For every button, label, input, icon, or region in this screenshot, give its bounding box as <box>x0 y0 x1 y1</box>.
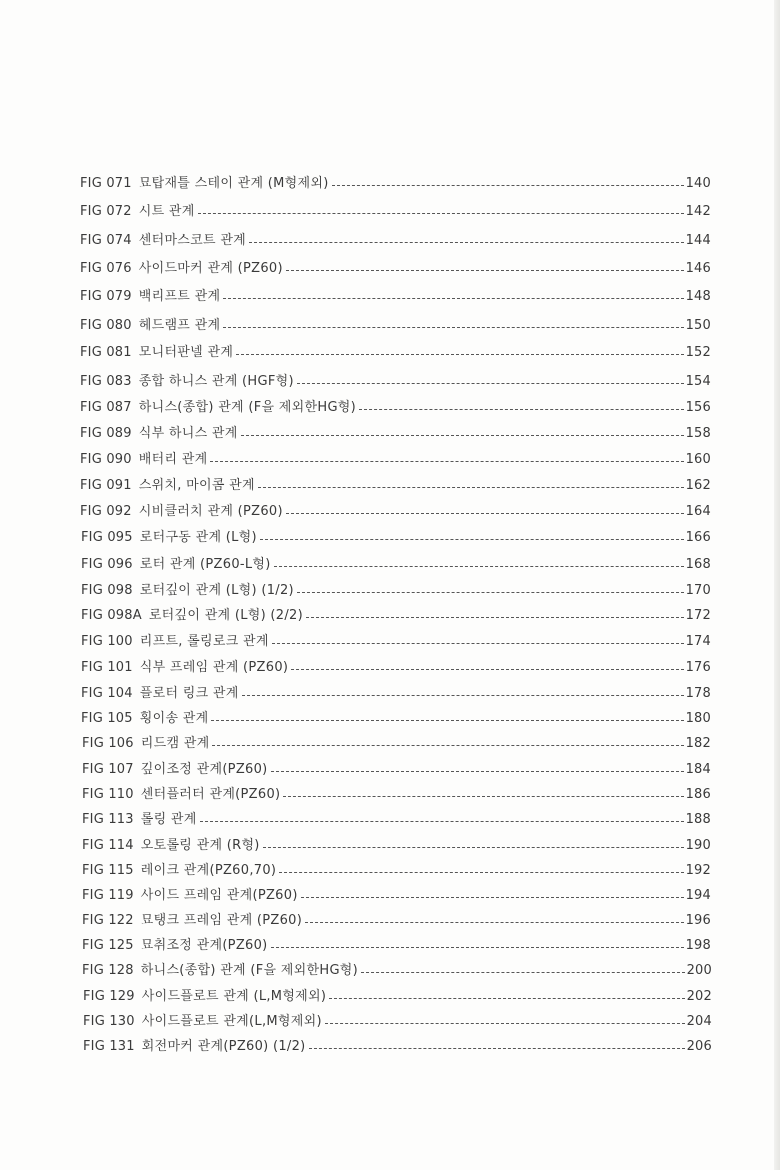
toc-dash-leader <box>223 327 683 328</box>
toc-entry <box>82 735 711 753</box>
toc-page-number: 196 <box>685 913 711 928</box>
toc-entry-title: 깊이조정 관계(PZ60) <box>140 762 268 777</box>
toc-dash-leader <box>249 242 684 243</box>
toc-entry <box>80 373 711 391</box>
toc-entry <box>81 633 711 651</box>
toc-entry <box>82 837 711 855</box>
toc-entry-title: 하니스(종합) 관계 (F을 제외한HG형) <box>140 963 359 978</box>
toc-entry <box>81 529 711 547</box>
toc-entry-title: 센터마스코트 관계 <box>138 233 247 248</box>
toc-entry <box>80 317 711 335</box>
toc-page-number: 194 <box>685 888 711 903</box>
toc-page-number: 188 <box>685 812 711 827</box>
toc-entry-title: 식부 하니스 관계 <box>138 426 238 441</box>
toc-entry-title: 묘탑재틀 스테이 관계 (M형제외) <box>138 176 329 191</box>
toc-figure-code: FIG 125 <box>82 938 134 953</box>
toc-entry-title: 롤링 관계 <box>140 812 197 827</box>
toc-dash-leader <box>260 539 684 540</box>
toc-dash-leader <box>332 185 684 186</box>
toc-entry <box>81 685 711 703</box>
toc-entry-title: 로터깊이 관계 (L형) (2/2) <box>148 608 303 623</box>
toc-dash-leader <box>306 617 684 618</box>
toc-page-number: 148 <box>685 289 711 304</box>
toc-page-number: 160 <box>685 452 711 467</box>
toc-entry <box>83 988 712 1006</box>
toc-entry <box>82 912 711 930</box>
toc-dash-leader <box>361 972 685 973</box>
toc-entry <box>82 811 711 829</box>
toc-dash-leader <box>198 213 684 214</box>
toc-entry-title: 시비클러치 관계 (PZ60) <box>138 504 283 519</box>
toc-figure-code: FIG 122 <box>82 913 134 928</box>
toc-dash-leader <box>297 592 684 593</box>
toc-entry <box>82 862 711 880</box>
toc-entry-title: 백리프트 관계 <box>138 289 221 304</box>
toc-page-number: 182 <box>685 736 711 751</box>
toc-entry-title: 로터 관계 (PZ60-L형) <box>139 557 271 572</box>
toc-figure-code: FIG 130 <box>83 1014 135 1029</box>
toc-dash-leader <box>297 383 684 384</box>
toc-entry <box>81 556 711 574</box>
toc-figure-code: FIG 081 <box>80 345 132 360</box>
toc-entry-title: 횡이송 관계 <box>139 711 209 726</box>
toc-dash-leader <box>212 745 683 746</box>
toc-figure-code: FIG 090 <box>80 452 132 467</box>
toc-entry <box>82 887 711 905</box>
toc-dash-leader <box>286 513 684 514</box>
toc-entry-title: 리프트, 롤링로크 관계 <box>139 634 269 649</box>
toc-entry <box>83 1038 712 1056</box>
toc-entry-title: 오토롤링 관계 (R형) <box>140 838 260 853</box>
toc-figure-code: FIG 128 <box>82 963 134 978</box>
toc-page-number: 180 <box>685 711 711 726</box>
toc-entry-title: 회전마커 관계(PZ60) (1/2) <box>141 1039 306 1054</box>
toc-page-number: 154 <box>685 374 711 389</box>
toc-page-number: 202 <box>686 989 712 1004</box>
toc-dash-leader <box>291 669 683 670</box>
toc-entry <box>80 203 711 221</box>
toc-entry-title: 레이크 관계(PZ60,70) <box>140 863 277 878</box>
toc-page-number: 176 <box>685 660 711 675</box>
toc-entry <box>80 288 711 306</box>
toc-page-number: 174 <box>685 634 711 649</box>
toc-page-number: 156 <box>685 400 711 415</box>
toc-figure-code: FIG 115 <box>82 863 134 878</box>
toc-figure-code: FIG 083 <box>80 374 132 389</box>
toc-entry <box>80 477 711 495</box>
toc-entry-title: 센터플러터 관계(PZ60) <box>140 787 281 802</box>
toc-entry-title: 스위치, 마이콤 관계 <box>138 478 255 493</box>
toc-dash-leader <box>283 796 683 797</box>
toc-page-number: 162 <box>685 478 711 493</box>
toc-dash-leader <box>223 298 683 299</box>
toc-figure-code: FIG 098A <box>81 608 142 623</box>
toc-figure-code: FIG 071 <box>80 176 132 191</box>
toc-figure-code: FIG 089 <box>80 426 132 441</box>
toc-figure-code: FIG 131 <box>83 1039 135 1054</box>
toc-page-number: 190 <box>685 838 711 853</box>
toc-dash-leader <box>286 270 684 271</box>
toc-figure-code: FIG 110 <box>82 787 134 802</box>
toc-entry-title: 시트 관계 <box>138 204 195 219</box>
toc-figure-code: FIG 114 <box>82 838 134 853</box>
toc-dash-leader <box>242 695 684 696</box>
toc-page-number: 150 <box>685 318 711 333</box>
toc-dash-leader <box>271 947 684 948</box>
toc-page-number: 204 <box>686 1014 712 1029</box>
toc-figure-code: FIG 096 <box>81 557 133 572</box>
toc-figure-code: FIG 095 <box>81 530 133 545</box>
toc-page-number: 168 <box>685 557 711 572</box>
toc-entry <box>81 659 711 677</box>
toc-dash-leader <box>271 771 684 772</box>
toc-dash-leader <box>309 1048 685 1049</box>
toc-page-number: 140 <box>685 176 711 191</box>
toc-page-number: 144 <box>685 233 711 248</box>
toc-entry <box>83 1013 712 1031</box>
toc-entry-title: 묘탱크 프레임 관계 (PZ60) <box>140 913 303 928</box>
toc-entry <box>80 451 711 469</box>
toc-figure-code: FIG 113 <box>82 812 134 827</box>
toc-figure-code: FIG 107 <box>82 762 134 777</box>
toc-page-number: 184 <box>685 762 711 777</box>
toc-page-number: 200 <box>686 963 712 978</box>
toc-figure-code: FIG 098 <box>81 583 133 598</box>
toc-entry-title: 배터리 관계 <box>138 452 208 467</box>
toc-figure-code: FIG 129 <box>83 989 135 1004</box>
toc-dash-leader <box>305 922 683 923</box>
toc-figure-code: FIG 104 <box>81 686 133 701</box>
toc-entry-title: 사이드플로트 관계(L,M형제외) <box>141 1014 322 1029</box>
toc-dash-leader <box>236 354 683 355</box>
toc-dash-leader <box>263 847 684 848</box>
toc-page-number: 192 <box>685 863 711 878</box>
toc-dash-leader <box>241 435 684 436</box>
toc-figure-code: FIG 087 <box>80 400 132 415</box>
toc-entry <box>80 175 711 193</box>
toc-dash-leader <box>210 461 683 462</box>
toc-entry-title: 하니스(종합) 관계 (F을 제외한HG형) <box>138 400 357 415</box>
toc-page-number: 166 <box>685 530 711 545</box>
toc-entry <box>82 786 711 804</box>
toc-figure-code: FIG 091 <box>80 478 132 493</box>
toc-entry-title: 사이드플로트 관계 (L,M형제외) <box>141 989 327 1004</box>
toc-figure-code: FIG 072 <box>80 204 132 219</box>
toc-figure-code: FIG 076 <box>80 261 132 276</box>
toc-page-number: 172 <box>685 608 711 623</box>
toc-figure-code: FIG 106 <box>82 736 134 751</box>
toc-entry <box>82 937 711 955</box>
toc-figure-code: FIG 074 <box>80 233 132 248</box>
toc-dash-leader <box>211 720 683 721</box>
toc-entry-title: 헤드램프 관계 <box>138 318 221 333</box>
toc-entry <box>81 710 711 728</box>
toc-dash-leader <box>301 897 684 898</box>
toc-entry <box>80 344 711 362</box>
toc-entry <box>82 962 712 980</box>
toc-entry-title: 사이드마커 관계 (PZ60) <box>138 261 283 276</box>
toc-entry-title: 모니터판넬 관계 <box>138 345 234 360</box>
toc-dash-leader <box>329 998 684 999</box>
toc-entry <box>82 761 711 779</box>
toc-page-number: 146 <box>685 261 711 276</box>
toc-entry-title: 종합 하니스 관계 (HGF형) <box>138 374 294 389</box>
toc-dash-leader <box>200 821 684 822</box>
toc-page-number: 186 <box>685 787 711 802</box>
toc-dash-leader <box>272 643 684 644</box>
toc-entry-title: 플로터 링크 관계 <box>139 686 239 701</box>
toc-figure-code: FIG 092 <box>80 504 132 519</box>
toc-dash-leader <box>359 409 684 410</box>
toc-page-number: 158 <box>685 426 711 441</box>
toc-figure-code: FIG 101 <box>81 660 133 675</box>
toc-figure-code: FIG 100 <box>81 634 133 649</box>
toc-dash-leader <box>279 872 683 873</box>
toc-dash-leader <box>325 1023 685 1024</box>
toc-page-number: 170 <box>685 583 711 598</box>
toc-entry-title: 식부 프레임 관계 (PZ60) <box>139 660 289 675</box>
toc-dash-leader <box>258 487 684 488</box>
toc-entry <box>81 582 711 600</box>
toc-entry <box>80 425 711 443</box>
toc-figure-code: FIG 079 <box>80 289 132 304</box>
toc-dash-leader <box>274 566 684 567</box>
toc-figure-code: FIG 105 <box>81 711 133 726</box>
toc-entry-title: 로터깊이 관계 (L형) (1/2) <box>139 583 294 598</box>
toc-entry <box>80 232 711 250</box>
toc-entry-title: 로터구동 관계 (L형) <box>139 530 257 545</box>
toc-entry-title: 리드캠 관계 <box>140 736 210 751</box>
toc-page-number: 152 <box>685 345 711 360</box>
toc-page-number: 142 <box>685 204 711 219</box>
toc-entry <box>80 503 711 521</box>
toc-entry-title: 묘취조정 관계(PZ60) <box>140 938 268 953</box>
toc-page-number: 178 <box>685 686 711 701</box>
toc-entry <box>80 260 711 278</box>
toc-entry <box>80 399 711 417</box>
toc-figure-code: FIG 080 <box>80 318 132 333</box>
toc-page-number: 164 <box>685 504 711 519</box>
toc-entry <box>81 607 711 625</box>
toc-page-number: 198 <box>685 938 711 953</box>
toc-page-number: 206 <box>686 1039 712 1054</box>
toc-entry-title: 사이드 프레임 관계(PZ60) <box>140 888 298 903</box>
toc-figure-code: FIG 119 <box>82 888 134 903</box>
